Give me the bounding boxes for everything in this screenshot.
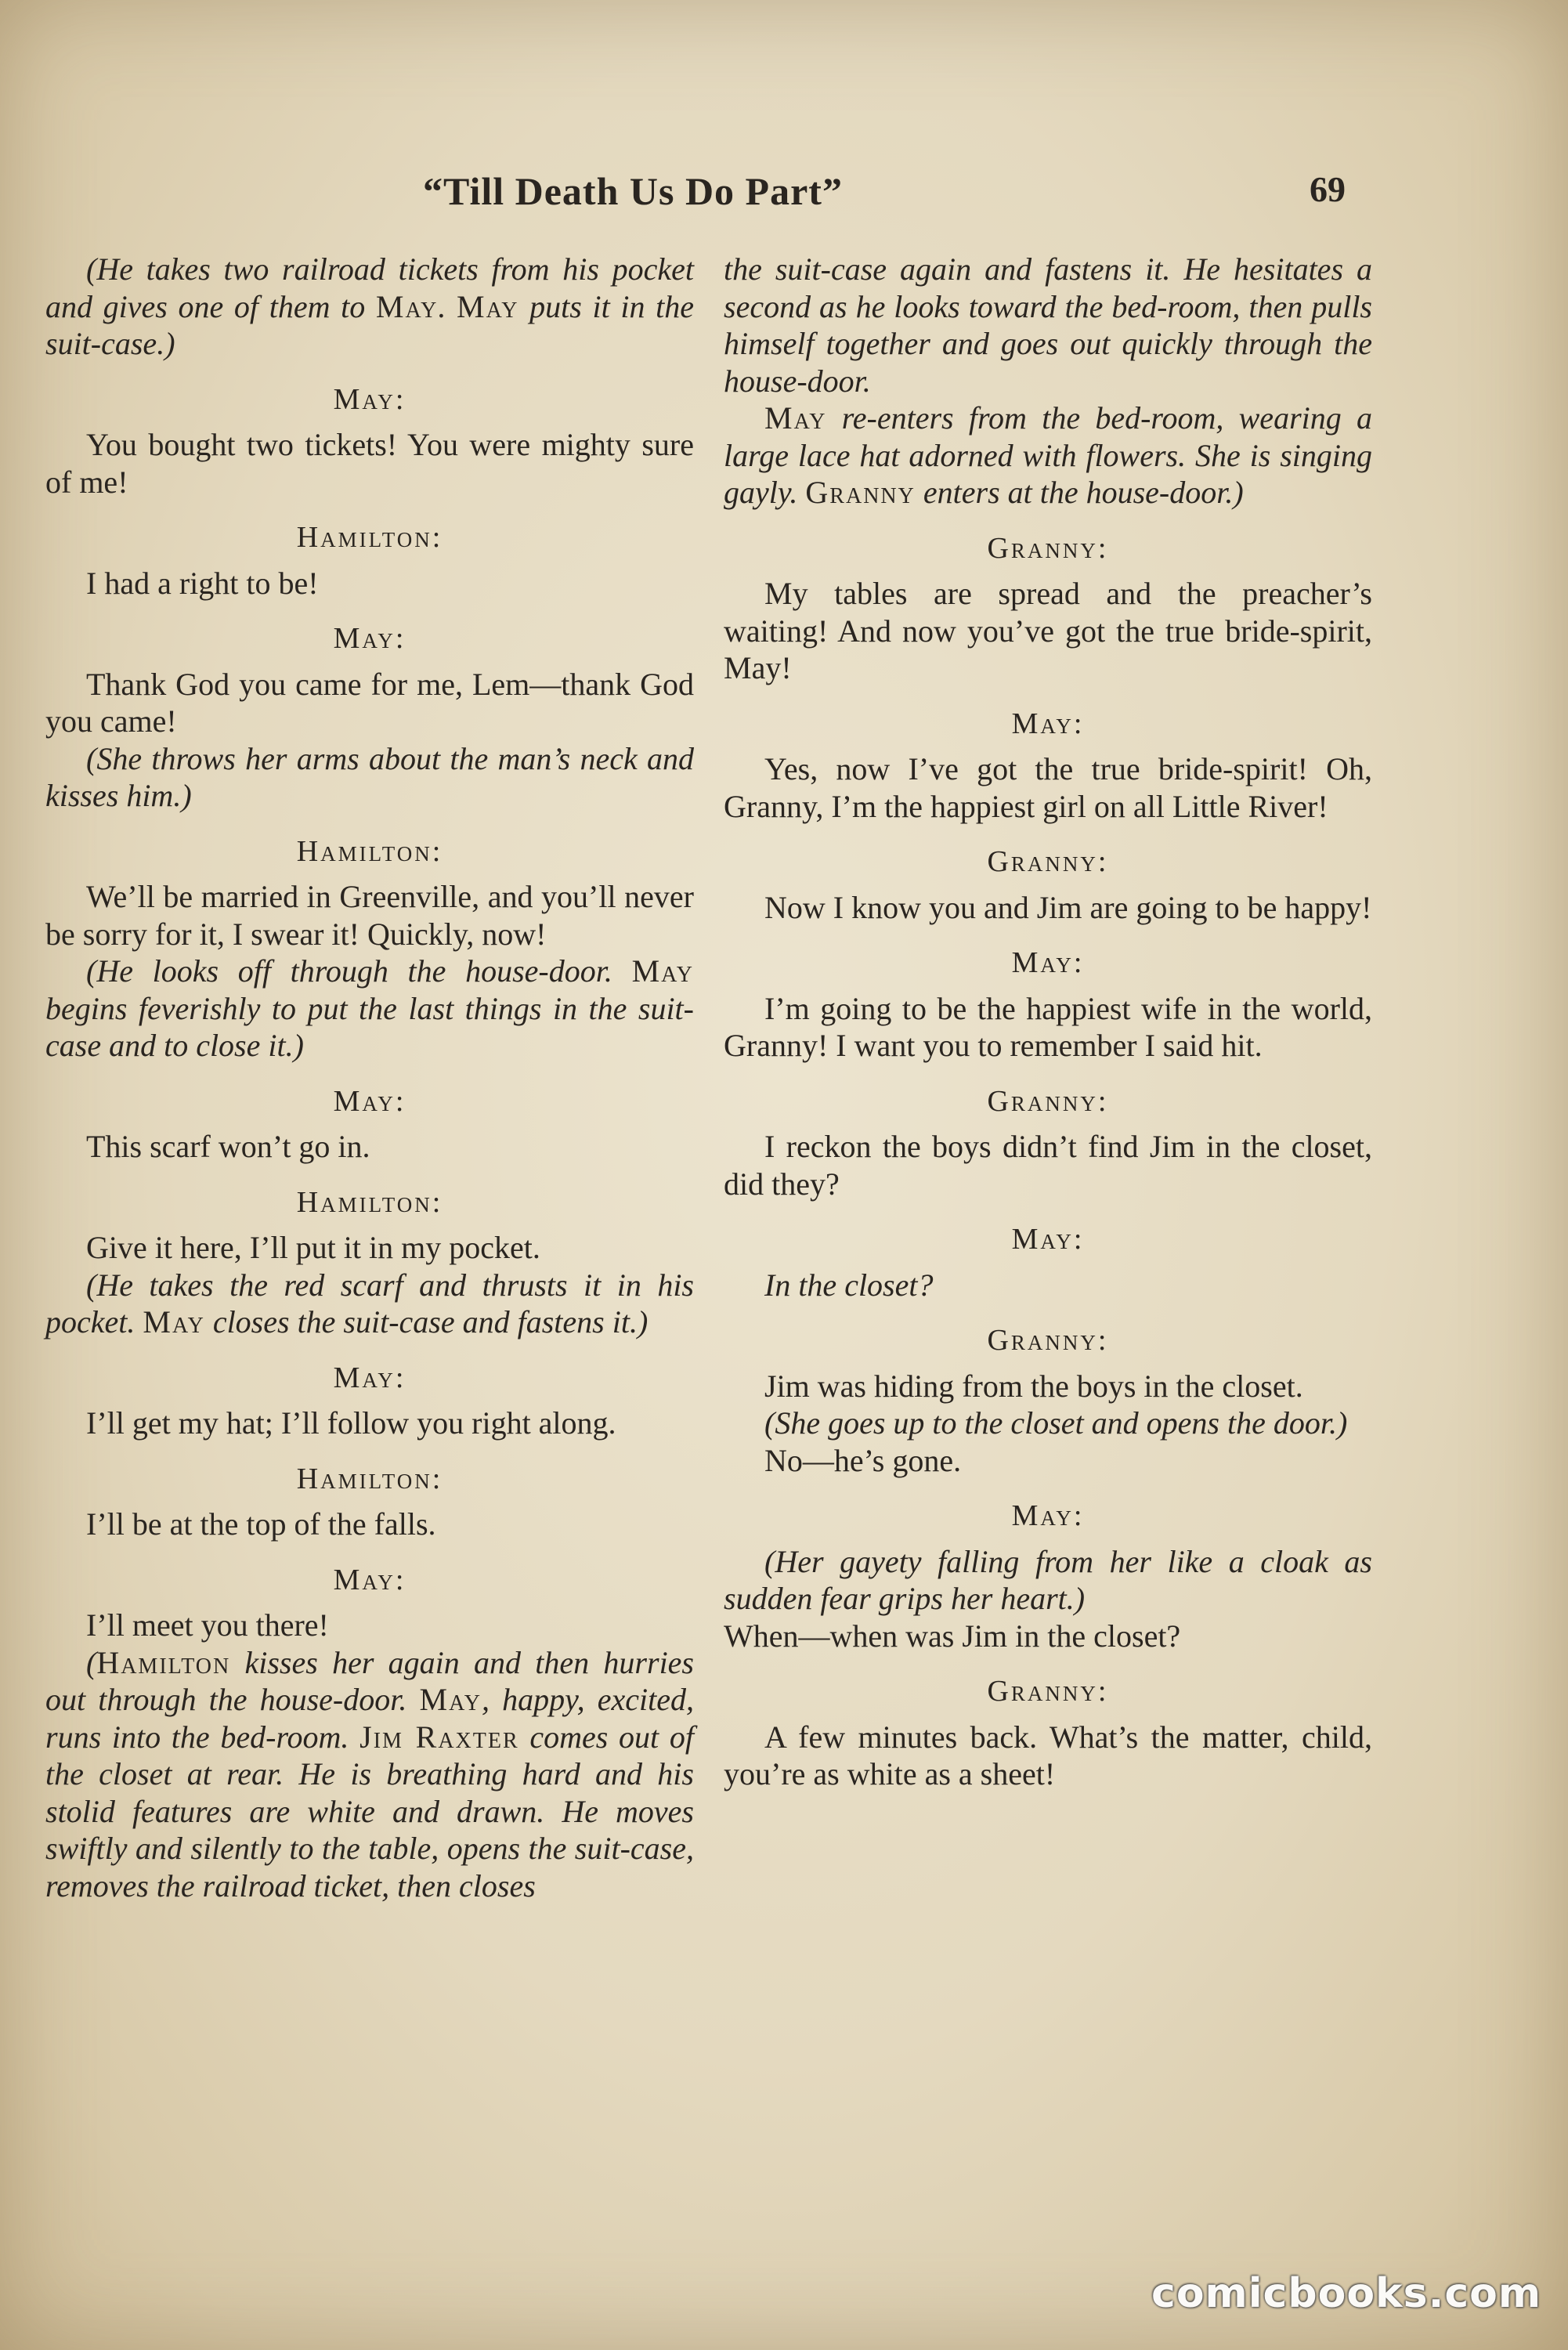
character-name: May <box>631 953 694 989</box>
stage-text: puts it in the suit-case.) <box>45 288 695 361</box>
dialogue-line: I’m going to be the happiest wife in the world, Granny! I want you to remember I said hit. <box>724 990 1372 1063</box>
speaker-name: Hamilton: <box>296 1462 443 1495</box>
stage-text: ( <box>86 251 97 287</box>
dialogue-line: We’ll be married in Greenville, and you’ll never be sorry for it, I swear it! Quickly, now! <box>45 879 694 952</box>
stage-text: ( <box>86 1644 97 1680</box>
speaker-name: Granny: <box>987 1084 1109 1118</box>
dialogue-line: Yes, now I’ve got the true bride-spirit! Oh, Granny, I’m the happiest girl on all Little River! <box>724 751 1372 824</box>
speaker-name: May: <box>333 382 406 416</box>
speaker-name: Hamilton: <box>296 1185 443 1219</box>
stage-direction <box>724 251 1372 400</box>
dialogue-line: I’ll be at the top of the falls. <box>86 1506 436 1542</box>
stage-direction <box>724 1405 1372 1442</box>
speaker-name: Granny: <box>987 531 1109 565</box>
stage-text: enters at the house-door.) <box>915 475 1244 510</box>
speaker-name: May: <box>333 622 406 655</box>
stage-text: closes the suit-case and fastens it.) <box>204 1304 649 1340</box>
stage-text: (He looks off through the house-door. <box>86 953 632 989</box>
dialogue-line: A few minutes back. What’s the matter, child, you’re as white as a sheet! <box>724 1719 1372 1791</box>
watermark-logo: comicbooks.com <box>1151 2270 1542 2317</box>
stage-text: In the closet? <box>764 1267 934 1303</box>
dialogue-line: Thank God you came for me, Lem—thank God you came! <box>45 666 694 739</box>
stage-text: , happy, excited, runs into the bed-room. <box>45 1682 694 1755</box>
dialogue-line: This scarf won’t go in. <box>86 1129 370 1164</box>
speaker-name: Granny: <box>987 1324 1109 1357</box>
speaker-name: Granny: <box>987 1675 1109 1708</box>
stage-direction <box>45 1644 694 1905</box>
stage-direction <box>724 1543 1372 1618</box>
stage-text: begins feverishly to put the last things in the suit-case and to close it.) <box>45 990 694 1063</box>
stage-text: (She goes up to the closet and opens the door.) <box>764 1405 1348 1441</box>
stage-text: (Her gayety falling from her like a cloak as sudden fear grips her heart.) <box>724 1543 1372 1616</box>
dialogue-line: Now I know you and Jim are going to be happy! <box>764 889 1372 925</box>
speaker-name: May: <box>1011 707 1085 740</box>
page-number: 69 <box>1310 169 1346 209</box>
dialogue-line: Jim was hiding from the boys in the closet. <box>764 1368 1303 1404</box>
stage-direction <box>45 1267 694 1341</box>
dialogue-line: Give it here, I’ll put it in my pocket. <box>86 1230 540 1265</box>
speaker-name: May: <box>1011 946 1085 979</box>
running-title: “Till Death Us Do Part” <box>423 169 843 213</box>
character-name: Jim Raxter <box>359 1719 519 1755</box>
dialogue-line: You bought two tickets! You were mighty sure of me! <box>45 427 694 500</box>
stage-text: He takes two railroad tickets from his pocket and gives one of them to <box>45 251 694 324</box>
speaker-name: May: <box>333 1084 406 1118</box>
stage-direction <box>45 251 694 363</box>
stage-text: kisses her again and then hurries out through the house-door. <box>45 1644 694 1717</box>
dialogue-line: I’ll meet you there! <box>86 1607 329 1643</box>
speaker-name: May: <box>1011 1223 1085 1256</box>
stage-direction <box>45 740 694 815</box>
character-name: May <box>419 1682 482 1717</box>
character-name: May <box>143 1304 205 1340</box>
speaker-name: Granny: <box>987 845 1109 878</box>
right-column <box>724 251 1372 1793</box>
character-name: May <box>375 288 439 324</box>
speaker-name: May: <box>333 1563 406 1596</box>
speaker-name: Hamilton: <box>296 834 443 868</box>
stage-text: comes out of the closet at rear. He is breathing hard and his stolid features are white and drawn. He moves swiftly and silently to the table, opens the suit-case, removes the railroad ticket, then closes <box>45 1719 694 1904</box>
stage-direction <box>724 400 1372 512</box>
stage-text: the suit-case again and fastens it. He hesitates a second as he looks toward the bed-room, then pulls himself together and goes out quickly through the house-door. <box>724 251 1372 399</box>
stage-text: (She throws her arms about the man’s neck and kisses him.) <box>45 740 694 813</box>
dialogue-line: I reckon the boys didn’t find Jim in the closet, did they? <box>724 1129 1372 1202</box>
character-name: May <box>457 288 519 324</box>
speaker-name: Hamilton: <box>296 521 443 554</box>
dialogue-line: When—when was Jim in the closet? <box>724 1618 1181 1654</box>
dialogue-line: I had a right to be! <box>86 565 319 601</box>
stage-direction <box>45 953 694 1065</box>
speaker-name: May: <box>333 1361 406 1394</box>
page-header <box>0 168 1568 223</box>
dialogue-line: No—he’s gone. <box>764 1442 962 1478</box>
stage-text: re-enters from the bed-room, wearing a large lace hat adorned with flowers. She is singing gayly. <box>724 400 1372 510</box>
left-column <box>45 251 694 1904</box>
stage-direction <box>724 1267 1372 1304</box>
character-name: May <box>764 400 827 436</box>
character-name: Hamilton <box>96 1644 231 1680</box>
dialogue-line: My tables are spread and the preacher’s waiting! And now you’ve got the true bride-spirit, May! <box>724 576 1372 685</box>
speaker-name: May: <box>1011 1499 1085 1532</box>
character-name: Granny <box>805 475 916 510</box>
dialogue-line: I’ll get my hat; I’ll follow you right along. <box>86 1405 616 1441</box>
stage-text: . <box>438 288 457 324</box>
stage-text: (He takes the red scarf and thrusts it in his pocket. <box>45 1267 694 1340</box>
